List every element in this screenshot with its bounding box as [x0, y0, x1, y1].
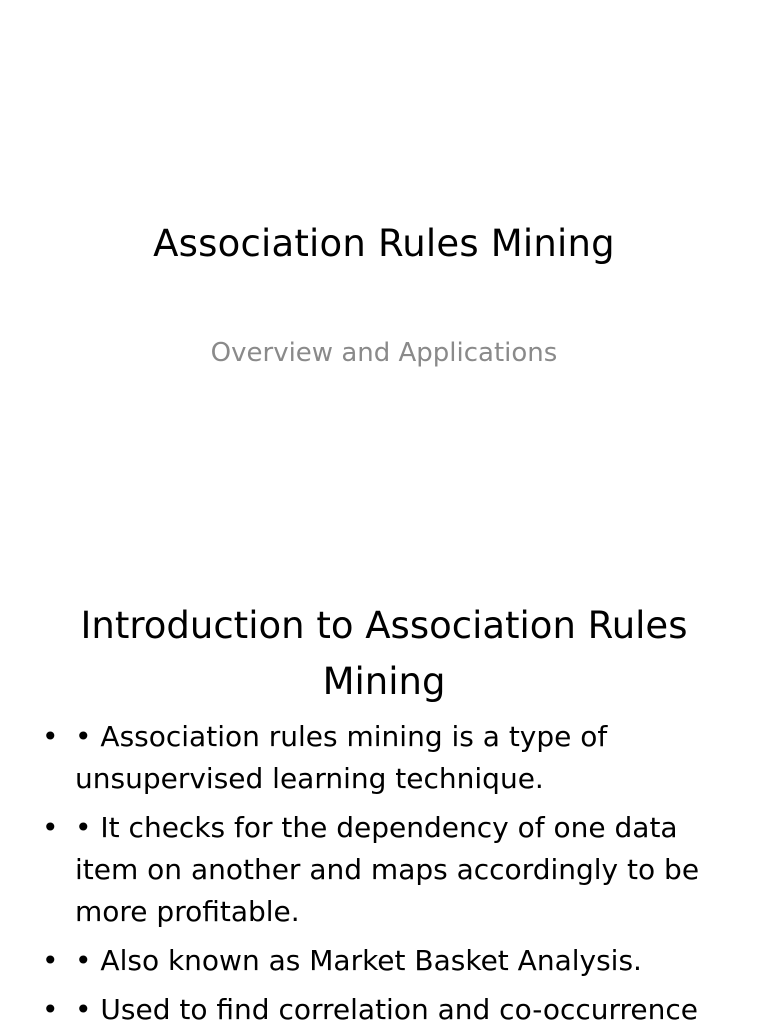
- bullet-item: [40, 716, 720, 800]
- bullet-item: [40, 807, 720, 933]
- bullet-text: • Used to find correlation and co-occurrence: [75, 993, 699, 1024]
- bullet-text: • It checks for the dependency of one data item on another and maps accordingly to be more profitable.: [75, 811, 700, 928]
- bullet-icon: •: [42, 993, 59, 1024]
- bullet-icon: •: [42, 944, 59, 977]
- bullet-icon: •: [42, 720, 59, 753]
- bullet-text: • Also known as Market Basket Analysis.: [75, 944, 642, 977]
- slide-title: Association Rules Mining: [153, 222, 615, 265]
- bullet-text: • Association rules mining is a type of unsupervised learning technique.: [75, 720, 608, 795]
- bullet-icon: •: [42, 811, 59, 844]
- bullet-list: [40, 716, 720, 1024]
- section-title: Introduction to Association Rules Mining: [80, 604, 688, 703]
- slide-subtitle: Overview and Applications: [210, 338, 558, 368]
- bullet-item: [40, 940, 720, 982]
- bullet-item: [40, 989, 720, 1024]
